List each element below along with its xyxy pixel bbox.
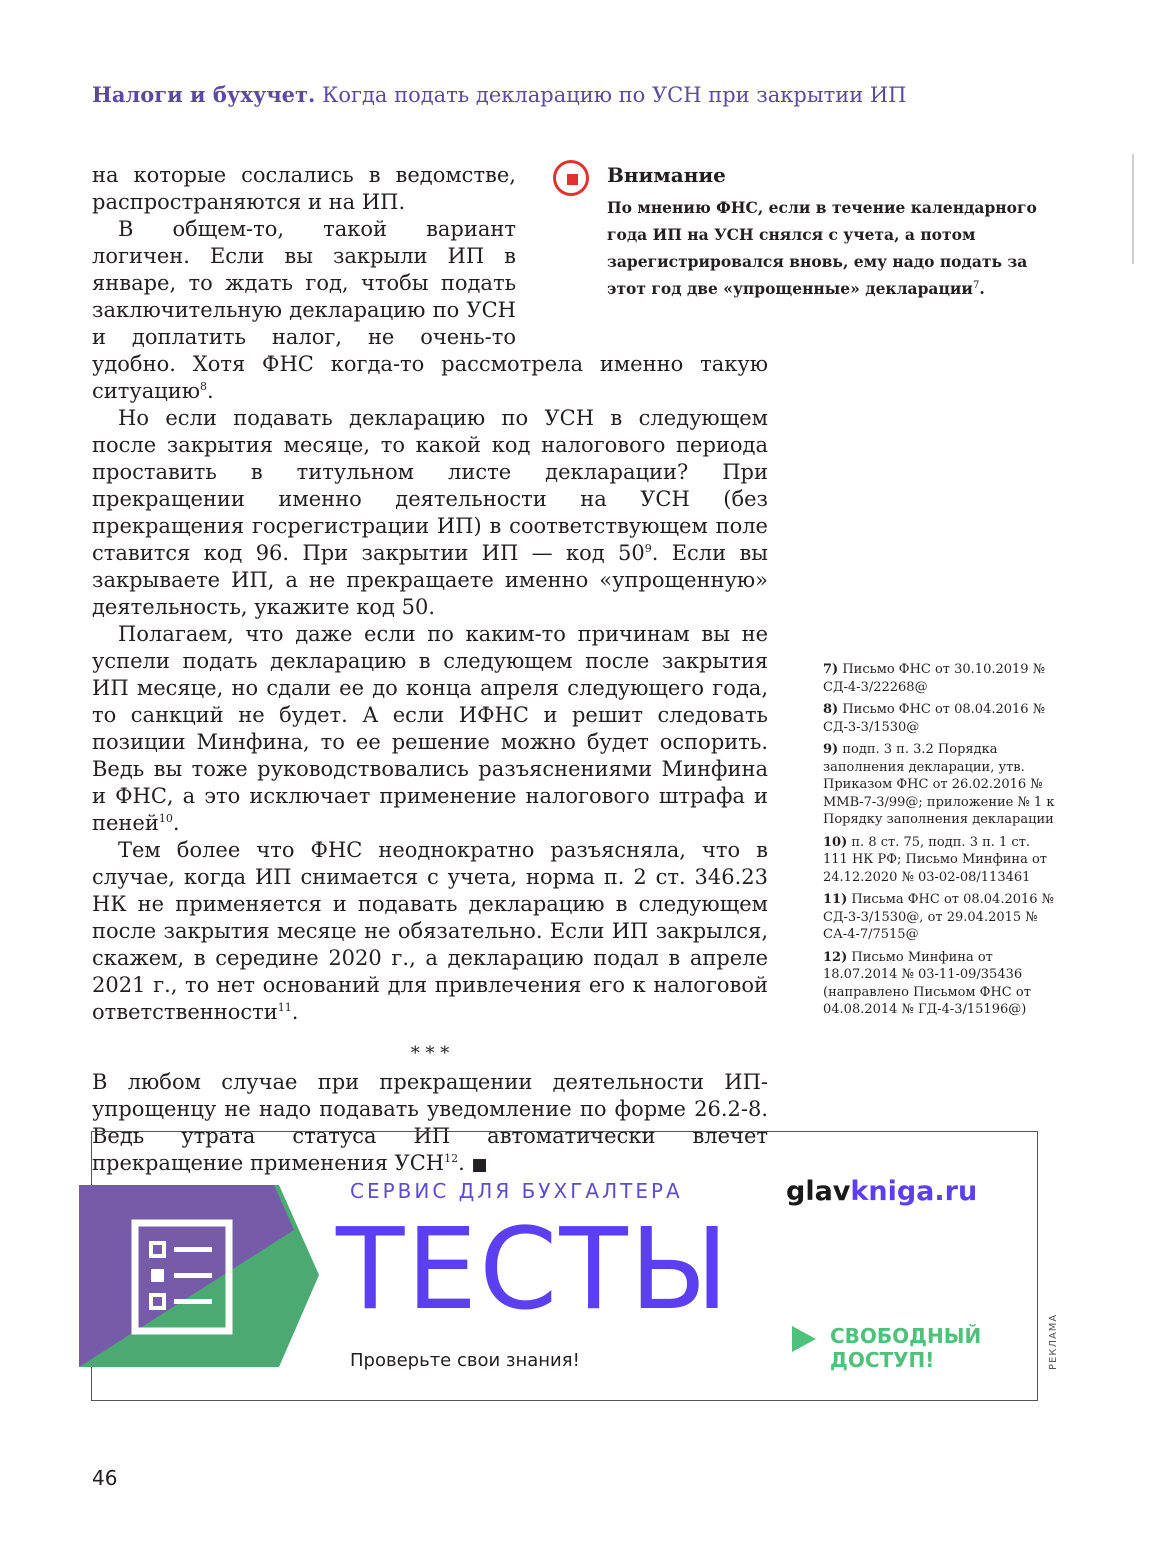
end-mark: ■	[471, 1155, 488, 1175]
footnote: 11) Письма ФНС от 08.04.2016 № СД-3-3/1530@, от 29.04.2015 № СА-4-7/7515@	[823, 892, 1054, 942]
margin-rule	[1132, 154, 1134, 264]
ad-subtitle: Проверьте свои знания!	[350, 1350, 580, 1371]
footnote-ref: 10	[158, 812, 173, 825]
ad-service-label: СЕРВИС ДЛЯ БУХГАЛТЕРА	[350, 1179, 683, 1203]
footnote: 8) Письмо ФНС от 08.04.2016 № СД-3-3/1530@	[823, 702, 1045, 735]
footnote: 7) Письмо ФНС от 30.10.2019 № СД-4-3/22268@	[823, 662, 1045, 695]
footnote: 10) п. 8 ст. 75, подп. 3 п. 1 ст. 111 НК РФ; Письмо Минфина от 24.12.2020 № 03-02-08/113461	[823, 834, 1048, 885]
paragraph: В общем-то, такой вариант логичен. Если вы закрыли ИП в январе, то ждать год, чтобы подать заключительную декларацию по УСН и доплатить налог, не очень-то удобно. Хотя ФНС когда-то рассмотрела именно такую ситуацию$^8$.	[92, 217, 768, 403]
paragraph: В любом случае при прекращении деятельности ИП-упрощенцу не надо подавать уведомление по форме 26.2-8. Ведь утрата статуса ИП автоматически влечет прекращение применения УСН$^{12}$. ■	[92, 1070, 768, 1175]
page-number: 46	[92, 1466, 118, 1490]
paragraph: Тем более что ФНС неоднократно разъясняла, что в случае, когда ИП снимается с учета, норма п. 2 ст. 346.23 НК не применяется и подавать декларацию в следующем после закрытия месяце не обязательно. Если ИП закрылся, скажем, в середине 2020 г., а декларацию подал в апреле 2021 г., то нет оснований для привлечения его к налоговой ответственности$^{11}$.	[92, 838, 768, 1024]
article-body	[92, 162, 768, 1179]
ad-headline: ТЕСТЫ	[336, 1205, 731, 1335]
attention-title: Внимание	[607, 163, 726, 187]
paragraph: на которые сослались в ведомстве, распространяются и на ИП.	[92, 163, 516, 214]
footnote: 12) Письмо Минфина от 18.07.2014 № 03-11-09/35436 (направлено Письмом ФНС от 04.08.2014 № ГД-4-3/15196@)	[823, 949, 1031, 1017]
footnote-ref: 8	[200, 380, 208, 393]
footnote-ref: 9	[644, 542, 652, 555]
footnote-ref: 11	[277, 1001, 292, 1014]
play-arrow-icon	[792, 1326, 816, 1352]
checklist-icon	[79, 1185, 319, 1367]
footnote-ref: 12	[444, 1152, 459, 1165]
footnote: 9) подп. 3 п. 3.2 Порядка заполнения декларации, утв. Приказом ФНС от 26.02.2016 № ММВ-7-3/99@; приложение № 1 к Порядку заполнения декларации	[823, 742, 1055, 827]
ad-banner[interactable]: СЕРВИС ДЛЯ БУХГАЛТЕРА glavkniga.ru ТЕСТЫ Проверьте свои знания! СВОБОДНЫЙ ДОСТУП!	[91, 1131, 1038, 1401]
footnote-ref: 7	[972, 279, 980, 291]
attention-text: По мнению ФНС, если в течение календарного года ИП на УСН снялся с учета, а потом зарегистрировался вновь, ему надо подать за этот год две «упрощенные» декларации$^7$.	[607, 198, 1037, 298]
footnotes	[823, 661, 1058, 1024]
running-header	[92, 82, 907, 107]
section-label: Налоги и бухучет.	[92, 82, 316, 107]
paragraph: Но если подавать декларацию по УСН в следующем после закрытия месяце, то какой код налогового периода проставить в титульном листе декларации? При прекращении именно деятельности на УСН (без прекращения госрегистрации ИП) в соответствующем поле ставится код 96. При закрытии ИП — код $50^9$. Если вы закрываете ИП, а не прекращаете именно «упрощенную» деятельность, укажите код 50.	[92, 406, 768, 619]
brand-logo[interactable]: glavkniga.ru	[786, 1176, 978, 1207]
paragraph: Полагаем, что даже если по каким-то причинам вы не успели подать декларацию в следующем после закрытия ИП месяце, но сдали ее до конца апреля следующего года, то санкций не будет. А если ИФНС и решит следовать позиции Минфина, то ее решение можно будет оспорить. Ведь вы тоже руководствовались разъяснениями Минфина и ФНС, а это исключает применение налогового штрафа и пеней$^{10}$.	[92, 622, 768, 835]
ad-tag: РЕКЛАМА	[1048, 1313, 1059, 1370]
section-divider: * * *	[410, 1043, 450, 1064]
article-title: Когда подать декларацию по УСН при закрытии ИП	[322, 83, 907, 107]
